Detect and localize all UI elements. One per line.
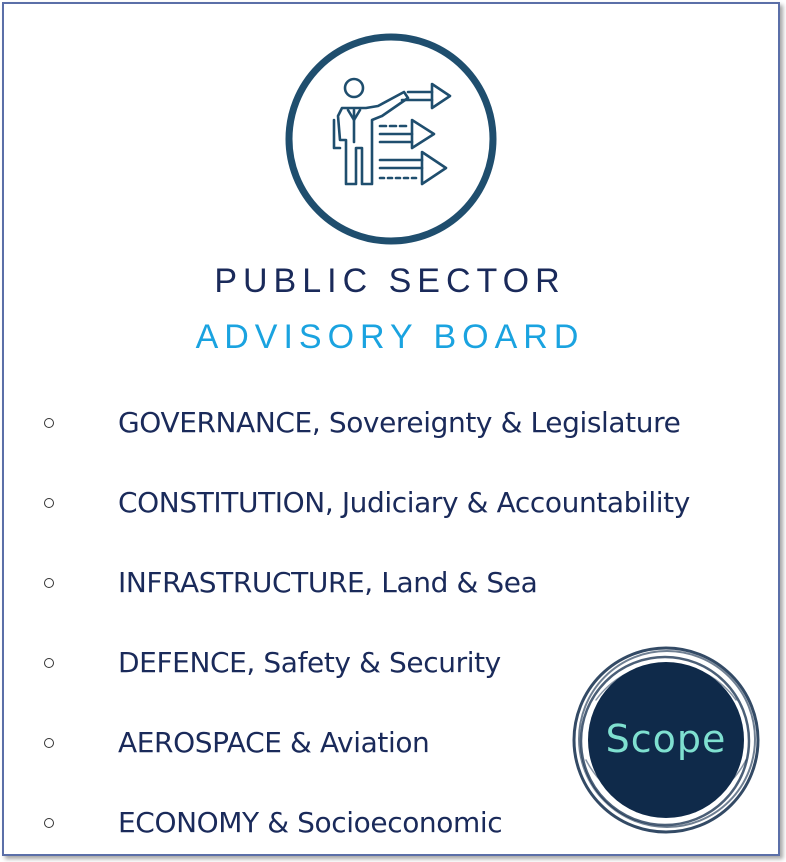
list-item-label: ECONOMY & Socioeconomic: [118, 806, 503, 839]
presenter-arrows-icon: [282, 30, 500, 248]
title-line-1: PUBLIC SECTOR: [214, 262, 566, 300]
list-item-label: CONSTITUTION, Judiciary & Accountability: [118, 486, 690, 519]
scope-text: Scope: [605, 717, 727, 761]
bullet-icon: [44, 578, 54, 588]
title-line-2: ADVISORY BOARD: [195, 318, 585, 356]
list-item-label: INFRASTRUCTURE, Land & Sea: [118, 566, 538, 599]
list-item-label: AEROSPACE & Aviation: [118, 726, 430, 759]
list-item: [0, 476, 780, 536]
list-item-label: GOVERNANCE, Sovereignty & Legislature: [118, 406, 681, 439]
bullet-icon: [44, 818, 54, 828]
bullet-icon: [44, 658, 54, 668]
list-item: [0, 556, 780, 616]
bullet-icon: [44, 498, 54, 508]
scope-badge: [566, 640, 766, 840]
list-item-label: DEFENCE, Safety & Security: [118, 646, 501, 679]
bullet-icon: [44, 738, 54, 748]
list-item: [0, 396, 780, 456]
bullet-icon: [44, 418, 54, 428]
